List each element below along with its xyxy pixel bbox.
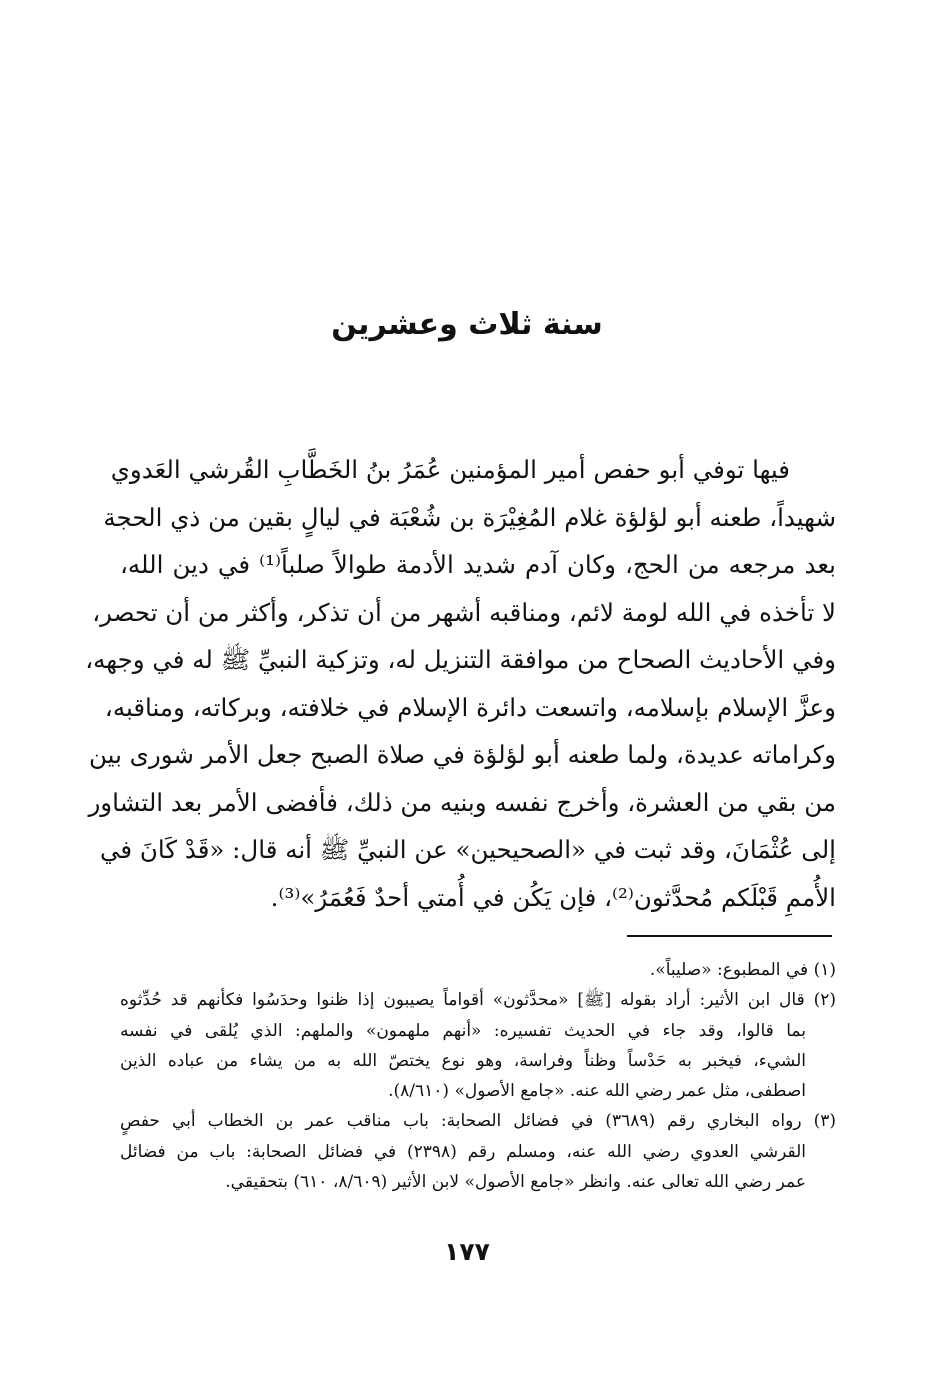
text-line: شهيداً، طعنه أبو لؤلؤة غلام المُغِيْرَة بن شُعْبَة في ليالٍ بقين من ذي الحجة (103, 502, 836, 532)
footnote-line: القرشي العدوي رضي الله عنه، ومسلم رقم (٢٣٩٨) في فضائل الصحابة: باب من فضائل (120, 1141, 806, 1162)
text-line: فيها توفي أبو حفص أمير المؤمنين عُمَرُ بنُ الخَطَّابِ القُرشي العَدوي (110, 455, 790, 484)
main-text (85, 446, 836, 921)
text-line: من بقي من العشرة، وأخرج نفسه وبنيه من ذلك، فأفضى الأمر بعد التشاور (88, 787, 836, 817)
footnote-line: بما قالوا، وقد جاء في الحديث تفسيره: «أنهم ملهمون» والملهم: الذي يُلقى في نفسه (120, 1020, 806, 1041)
footnotes (120, 955, 836, 1197)
page-number: ١٧٧ (444, 1237, 490, 1266)
footnote-line: عمر رضي الله تعالى عنه. وانظر «جامع الأصول» لابن الأثير (٨/٦٠٩، ٦١٠) بتحقيقي. (225, 1172, 806, 1193)
text-line: وعزَّ الإسلام بإسلامه، واتسعت دائرة الإسلام في خلافته، وبركاته، ومناقبه، (104, 692, 836, 722)
text-line: وكراماته عديدة، ولما طعنه أبو لؤلؤة في صلاة الصبح جعل الأمر شورى بين (89, 740, 836, 769)
chapter-title: سنة ثلاث وعشرين (331, 307, 603, 342)
footnote-line: (٢) قال ابن الأثير: أراد بقوله [ﷺ] «محدَّثون» أقواماً يصيبون إذا ظنوا وحدَسُوا فكأنهم قد حُدِّثوه (120, 990, 836, 1011)
footnote-separator (627, 935, 832, 937)
footnote-line: الشيء، فيخبر به حَدْساً وظناً وفراسة، وهو نوع يختصّ الله به من يشاء من عباده الذين (120, 1050, 806, 1071)
footnote-line: اصطفى، مثل عمر رضي الله عنه. «جامع الأصول» (٨/٦١٠). (388, 1081, 806, 1102)
text-line: وفي الأحاديث الصحاح من موافقة التنزيل له، وتزكية النبيِّ ﷺ له في وجهه، (85, 645, 836, 674)
text-line: بعد مرجعه من الحج، وكان آدم شديد الأدمة طوالاً صلباً⁽¹⁾ في دين الله، (120, 550, 836, 579)
text-line: إلى عُثْمَانَ، وقد ثبت في «الصحيحين» عن النبيِّ ﷺ أنه قال: «قَدْ كَانَ في (100, 835, 836, 864)
text-line: الأُممِ قَبْلَكم مُحدَّثون⁽²⁾، فإن يَكُن في أُمتي أحدٌ فَعُمَرُ»⁽³⁾. (270, 882, 836, 912)
text-line: لا تأخذه في الله لومة لائم، ومناقبه أشهر من أن تذكر، وأكثر من أن تحصر، (92, 597, 836, 627)
footnote-line: (٣) رواه البخاري رقم (٣٦٨٩) في فضائل الصحابة: باب مناقب عمر بن الخطاب أبي حفصٍ (120, 1111, 837, 1132)
footnote-line: (١) في المطبوع: «صليباً». (649, 960, 836, 980)
